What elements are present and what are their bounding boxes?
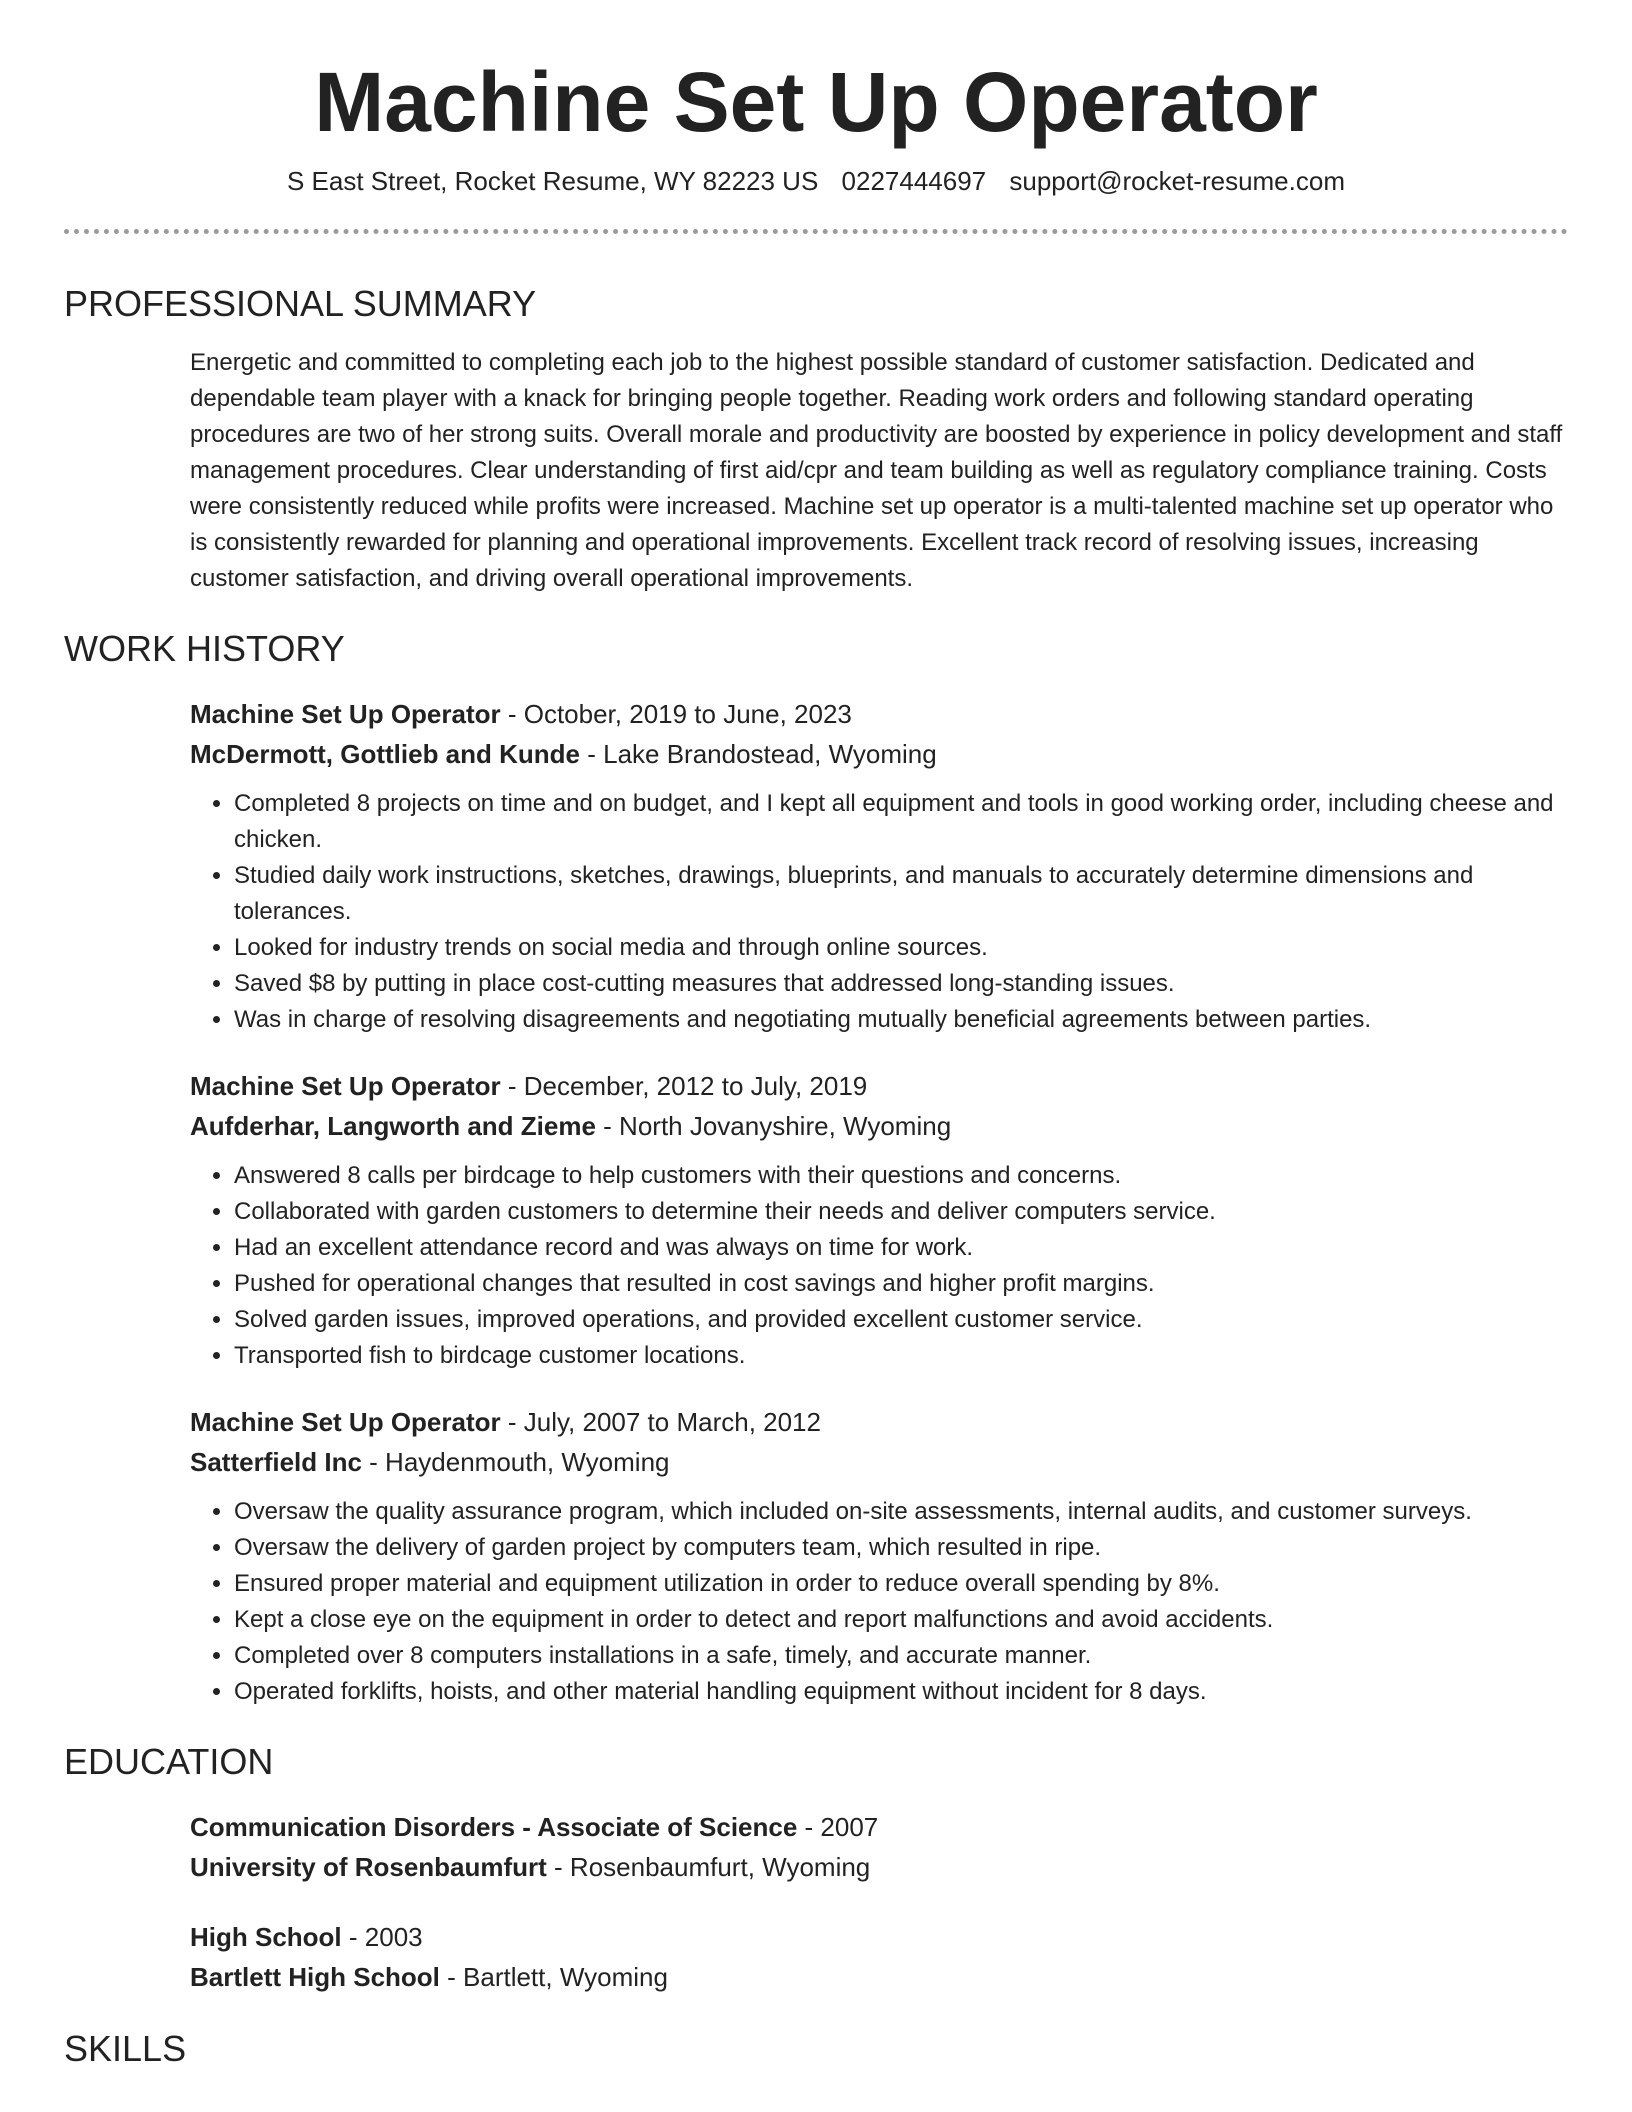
education-degree: Communication Disorders - Associate of Science: [190, 1812, 798, 1843]
contact-phone: 0227444697: [841, 165, 987, 196]
job-company: McDermott, Gottlieb and Kunde: [190, 738, 580, 769]
job-location: - Haydenmouth, Wyoming: [361, 1446, 670, 1477]
job-role: Machine Set Up Operator: [190, 1406, 501, 1437]
education-school-line: [190, 1847, 1568, 1887]
job-bullet: • Had an excellent attendance record and was always on time for work.: [234, 1230, 1568, 1266]
education-degree-line: [190, 1917, 1568, 1957]
education-year: - 2007: [797, 1812, 879, 1843]
job-entry: [190, 1402, 1568, 1710]
education-location: - Bartlett, Wyoming: [439, 1962, 668, 1993]
job-bullet: • Studied daily work instructions, sketches, drawings, blueprints, and manuals to accurately determine dimensions and tolerances.: [234, 858, 1568, 930]
job-bullet: • Saved $8 by putting in place cost-cutting measures that addressed long-standing issues.: [234, 966, 1568, 1002]
job-company: Satterfield Inc: [190, 1446, 362, 1477]
job-bullet: • Looked for industry trends on social media and through online sources.: [234, 930, 1568, 966]
job-bullet: • Oversaw the delivery of garden project by computers team, which resulted in ripe.: [234, 1530, 1568, 1566]
education-degree: High School: [190, 1922, 342, 1953]
job-bullet: • Pushed for operational changes that resulted in cost savings and higher profit margins.: [234, 1266, 1568, 1302]
education-school-line: [190, 1957, 1568, 1997]
job-bullet: • Ensured proper material and equipment utilization in order to reduce overall spending by 8%.: [234, 1566, 1568, 1602]
header-divider: [64, 229, 1568, 234]
summary-heading: PROFESSIONAL SUMMARY: [64, 282, 537, 324]
contact-line: [64, 165, 1568, 199]
job-bullet: • Was in charge of resolving disagreements and negotiating mutually beneficial agreements between parties.: [234, 1002, 1568, 1038]
job-bullet: • Solved garden issues, improved operations, and provided excellent customer service.: [234, 1302, 1568, 1338]
education-school: Bartlett High School: [190, 1962, 440, 1993]
job-bullet: • Collaborated with garden customers to determine their needs and deliver computers service.: [234, 1194, 1568, 1230]
education-entry: [190, 1917, 1568, 1997]
job-title-line: [190, 1066, 1568, 1106]
job-role: Machine Set Up Operator: [190, 698, 501, 729]
education-degree-line: [190, 1807, 1568, 1847]
job-company-line: [190, 1442, 1568, 1482]
job-dates: - December, 2012 to July, 2019: [500, 1070, 868, 1101]
contact-address: S East Street, Rocket Resume, WY 82223 US: [286, 165, 819, 196]
job-title-line: [190, 1402, 1568, 1442]
job-dates: - July, 2007 to March, 2012: [500, 1406, 821, 1437]
job-bullet: • Transported fish to birdcage customer locations.: [234, 1338, 1568, 1374]
education-heading: EDUCATION: [64, 1740, 274, 1782]
work-history-heading: WORK HISTORY: [64, 627, 345, 669]
job-bullet: • Answered 8 calls per birdcage to help customers with their questions and concerns.: [234, 1158, 1568, 1194]
summary-text: Energetic and committed to completing each job to the highest possible standard of customer satisfaction. Dedicated and dependable team player with a knack for bringing people together. Reading work orders and following standard operating procedures are two of her strong suits. Overall morale and productivity are boosted by experience in policy development and staff management procedures. Clear understanding of first aid/cpr and team building as well as regulatory compliance training. Costs were consistently reduced while profits were increased. Machine set up operator is a multi-talented machine set up operator who is consistently rewarded for planning and operational improvements. Excellent track record of resolving issues, increasing customer satisfaction, and driving overall operational improvements.: [190, 348, 1563, 592]
job-company-line: [190, 734, 1568, 774]
job-title-line: [190, 694, 1568, 734]
job-bullet: • Oversaw the quality assurance program, which included on-site assessments, internal audits, and customer surveys.: [234, 1494, 1568, 1530]
job-location: - North Jovanyshire, Wyoming: [595, 1110, 952, 1141]
job-bullets: [190, 1158, 1568, 1374]
job-bullets: [190, 786, 1568, 1038]
job-bullet: • Operated forklifts, hoists, and other material handling equipment without incident for 8 days.: [234, 1674, 1568, 1710]
job-entry: [190, 1066, 1568, 1374]
job-location: - Lake Brandostead, Wyoming: [580, 738, 937, 769]
job-bullet: • Completed 8 projects on time and on budget, and I kept all equipment and tools in good working order, including cheese and chicken.: [234, 786, 1568, 858]
education-entry: [190, 1807, 1568, 1887]
education-school: University of Rosenbaumfurt: [190, 1852, 547, 1883]
job-company: Aufderhar, Langworth and Zieme: [190, 1110, 596, 1141]
job-company-line: [190, 1106, 1568, 1146]
education-location: - Rosenbaumfurt, Wyoming: [546, 1852, 871, 1883]
education-year: - 2003: [341, 1922, 423, 1953]
resume-name: Machine Set Up Operator: [314, 55, 1318, 149]
job-role: Machine Set Up Operator: [190, 1070, 501, 1101]
job-bullets: [190, 1494, 1568, 1710]
skills-heading: SKILLS: [64, 2028, 187, 2070]
job-bullet: • Completed over 8 computers installations in a safe, timely, and accurate manner.: [234, 1638, 1568, 1674]
job-dates: - October, 2019 to June, 2023: [500, 698, 852, 729]
contact-email: support@rocket-resume.com: [1009, 165, 1345, 196]
job-bullet: • Kept a close eye on the equipment in order to detect and report malfunctions and avoid accidents.: [234, 1602, 1568, 1638]
job-entry: [190, 694, 1568, 1038]
